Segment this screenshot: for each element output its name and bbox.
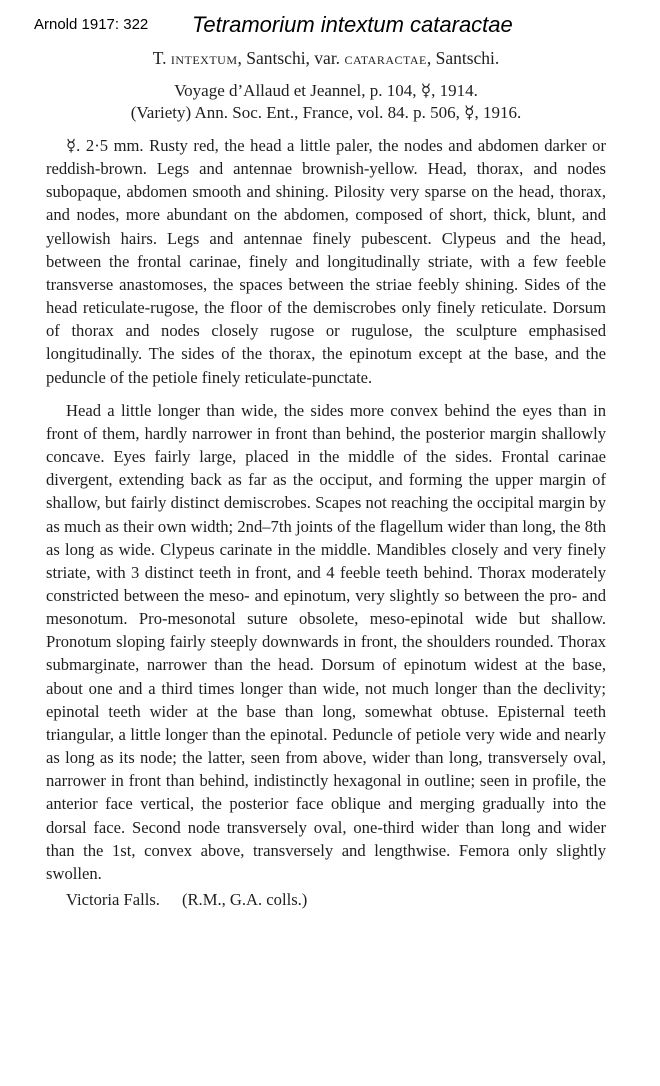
references — [46, 80, 606, 124]
taxon-title: Tetramorium intextum cataractae — [192, 12, 513, 37]
scanned-page — [46, 46, 606, 911]
citation: Arnold 1917: 322 — [34, 16, 149, 33]
variety-author: , Santschi. — [426, 48, 500, 68]
locality-line — [66, 888, 606, 911]
genus-abbrev: T. — [152, 48, 167, 68]
reference-line: (Variety) Ann. Soc. Ent., France, vol. 84. p. 506, ☿, 1916. — [130, 103, 522, 122]
collectors: (R.M., G.A. colls.) — [181, 890, 308, 909]
species-author: , Santschi, var. — [237, 48, 345, 68]
page-header — [34, 12, 634, 42]
variety-name: cataractae — [344, 48, 427, 68]
species-name: intextum — [170, 48, 238, 68]
locality-place: Victoria Falls. — [66, 890, 160, 909]
structure-description: Head a little longer than wide, the sides more convex behind the eyes than in front of them, hardly narrower in front than behind, the posterior margin shallowly concave. Eyes fairly large, placed in the middle of the sides. Frontal carinae divergent, extending back as far as the occiput, and forming the upper margin of shallow, but fairly distinct demiscrobes. Scapes not reaching the occipital margin by as much as their own width; 2nd–7th joints of the flagellum wider than long, the 8th as long as wide. Clypeus carinate in the middle. Mandibles closely and very finely striate, with 3 distinct teeth in front, and 4 feeble teeth behind. Thorax moderately constricted between the meso- and epinotum, very slightly so between the pro- and mesonotum. Pro-mesonotal suture obsolete, meso-epinotal wide but shallow. Pronotum sloping fairly steeply downwards in front, the shoulders rounded. Thorax submarginate, narrower than the head. Dorsum of epinotum widest at the base, about one and a third times longer than wide, not much longer than the declivity; epinotal teeth wider at the base than long, somewhat obtuse. Episternal teeth triangular, a little longer than the epinotal. Peduncle of petiole very wide and nearly as long as its node; the latter, seen from above, wider than long, transversely oval, narrower in front than behind, indistinctly hexagonal in outline; seen in profile, the anterior face vertical, the posterior face oblique and merging gradually into the dorsal face. Second node transversely oval, one-third wider than long and wider than the 1st, convex above, transversely and lengthwise. Femora only slightly swollen. — [46, 400, 606, 883]
worker-description: ☿. 2·5 mm. Rusty red, the head a little paler, the nodes and abdomen darker or reddish-brown. Legs and antennae brownish-yellow. Head, thorax, and nodes subopaque, abdomen smooth and shining. Pilosity very sparse on the head, thorax, and nodes, more abundant on the abdomen, composed of short, thick, blunt, and yellowish hairs. Legs and antennae finely pubescent. Clypeus and the head, between the frontal carinae, finely and longitudinally striate, with a few feeble transverse anastomoses, the spaces between the striae feebly shining. Sides of the head reticulate-rugose, the floor of the demiscrobes only finely reticulate. Dorsum of thorax and nodes closely rugose or rugulose, the sculpture emphasised longitudinally. The sides of the thorax, the epinotum except at the base, and the peduncle of the petiole finely reticulate-punctate. — [46, 136, 606, 387]
taxon-heading — [46, 46, 606, 70]
reference-line: Voyage d’Allaud et Jeannel, p. 104, ☿, 1914. — [174, 81, 478, 100]
